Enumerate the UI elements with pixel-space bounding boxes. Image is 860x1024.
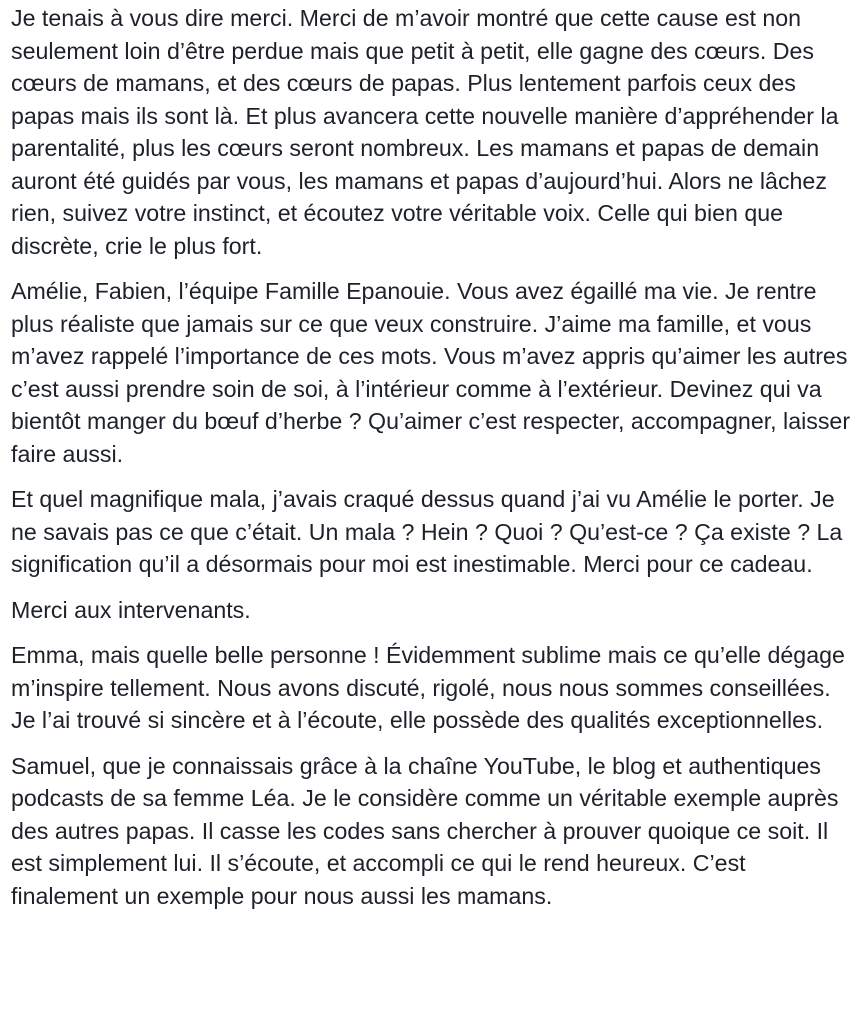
paragraph-samuel: Samuel, que je connaissais grâce à la chaîne YouTube, le blog et authentiques podcasts de sa femme Léa. Je le considère comme un véritable exemple auprès des autres papas. Il casse les codes sans chercher à prouver quoique ce soit. Il est simplement lui. Il s’écoute, et accompli ce qui le rend heureux. C’est finalement un exemple pour nous aussi les mamans. [11, 752, 839, 909]
paragraph-team: Amélie, Fabien, l’équipe Famille Epanouie. Vous avez égaillé ma vie. Je rentre plus réaliste que jamais sur ce que veux construire. J’aime ma famille, et vous m’avez rappelé l’importance de ces mots. Vous m’avez appris qu’aimer les autres c’est aussi prendre soin de soi, à l’intérieur comme à l’extérieur. Devinez qui va bientôt manger du bœuf d’herbe ? Qu’aimer c’est respecter, accompagner, laisser faire aussi. [11, 278, 851, 467]
paragraph-mala: Et quel magnifique mala, j’avais craqué dessus quand j’ai vu Amélie le porter. Je ne savais pas ce que c’était. Un mala ? Hein ? Quoi ? Qu’est-ce ? Ça existe ? La signification qu’il a désormais pour moi est inestimable. Merci pour ce cadeau. [11, 486, 843, 577]
paragraph-thanks: Je tenais à vous dire merci. Merci de m’avoir montré que cette cause est non seulement loin d’être perdue mais que petit à petit, elle gagne des cœurs. Des cœurs de mamans, et des cœurs de papas. Plus lentement parfois ceux des papas mais ils sont là. Et plus avancera cette nouvelle manière d’appréhender la parentalité, plus les cœurs seront nombreux. Les mamans et papas de demain auront été guidés par vous, les mamans et papas d’aujourd’hui. Alors ne lâchez rien, suivez votre instinct, et écoutez votre véritable voix. Celle qui bien que discrète, crie le plus fort. [11, 5, 839, 259]
post-body [11, 2, 853, 912]
paragraph-speakers: Merci aux intervenants. [11, 596, 251, 623]
paragraph-emma: Emma, mais quelle belle personne ! Évidemment sublime mais ce qu’elle dégage m’inspire tellement. Nous avons discuté, rigolé, nous nous sommes conseillées. Je l’ai trouvé si sincère et à l’écoute, elle possède des qualités exceptionnelles. [11, 642, 845, 733]
